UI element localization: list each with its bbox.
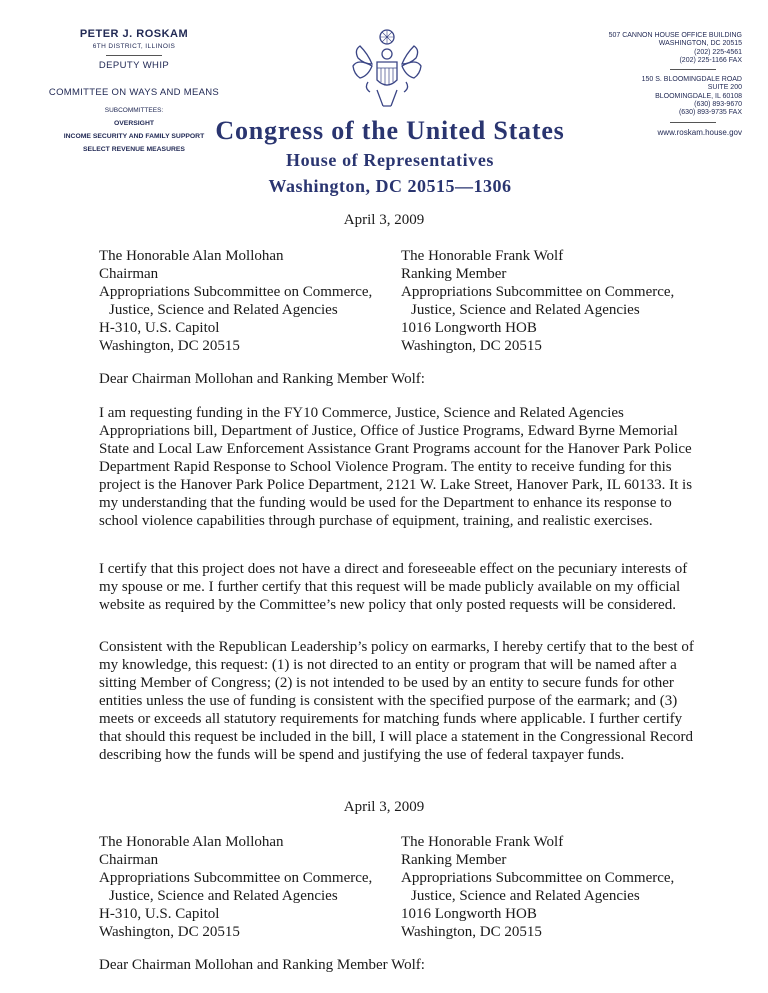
subcommittees-label: SUBCOMMITTEES: bbox=[104, 107, 164, 114]
letter-date: April 3, 2009 bbox=[343, 799, 425, 815]
member-name: PETER J. ROSKAM bbox=[79, 28, 189, 40]
address-line: Justice, Science and Related Agencies bbox=[411, 888, 640, 904]
address-line: Justice, Science and Related Agencies bbox=[411, 302, 640, 318]
right-address-block bbox=[401, 833, 701, 941]
address-line: Appropriations Subcommittee on Commerce, bbox=[401, 870, 675, 886]
committee: COMMITTEE ON WAYS AND MEANS bbox=[48, 87, 220, 98]
subcommittee-item: OVERSIGHT bbox=[113, 120, 155, 127]
salutation: Dear Chairman Mollohan and Ranking Member Wolf: bbox=[99, 371, 425, 387]
congress-heading: Congress of the United States bbox=[215, 116, 565, 145]
subcommittee-item: INCOME SECURITY AND FAMILY SUPPORT bbox=[63, 133, 205, 140]
address-line: 1016 Longworth HOB bbox=[401, 320, 537, 336]
address-line: Appropriations Subcommittee on Commerce, bbox=[401, 284, 675, 300]
address-line: Washington, DC 20515 bbox=[401, 924, 542, 940]
district-office-line: (630) 893-9670 bbox=[694, 101, 742, 109]
divider bbox=[670, 69, 716, 70]
address-line: Washington, DC 20515 bbox=[99, 338, 240, 354]
address-line: Washington, DC 20515 bbox=[99, 924, 240, 940]
district-office-line: 150 S. BLOOMINGDALE ROAD bbox=[641, 76, 742, 84]
divider bbox=[670, 122, 716, 123]
district: 6TH DISTRICT, ILLINOIS bbox=[92, 43, 176, 50]
body-paragraph: I certify that this project does not have a direct and foreseeable effect on the pecuniary interests of my spouse or me. I further certify that this request will be made publicly available on my official website as required by the Committee’s new policy that only posted requests will be considered. bbox=[99, 561, 688, 613]
dc-office-line: (202) 225-4561 bbox=[694, 48, 742, 56]
body-paragraph: Consistent with the Republican Leadership’s policy on earmarks, I hereby certify that to the best of my knowledge, this request: (1) is not directed to an entity or program that will be named after a sitting Member of Congress; (2) is not intended to be used by an entity to secure funds for other entities unless the use of funding is consistent with the specified purpose of the earmark; and (3) meets or exceeds all statutory requirements for matching funds where applicable. I further certify that should this request be included in the bill, I will place a statement in the Congressional Record describing how the funds will be spend and justifying the use of federal taxpayer funds. bbox=[99, 639, 694, 763]
address-line: H-310, U.S. Capitol bbox=[99, 906, 220, 922]
address-line: H-310, U.S. Capitol bbox=[99, 320, 220, 336]
deputy-whip: DEPUTY WHIP bbox=[98, 60, 170, 71]
divider bbox=[106, 55, 162, 56]
website-link[interactable]: www.roskam.house.gov bbox=[657, 127, 742, 137]
address-line: The Honorable Alan Mollohan bbox=[99, 834, 284, 850]
district-office-line: SUITE 200 bbox=[707, 84, 742, 92]
district-office-line: (630) 893-9735 FAX bbox=[678, 109, 742, 117]
address-line: The Honorable Alan Mollohan bbox=[99, 248, 284, 264]
address-line: The Honorable Frank Wolf bbox=[401, 248, 564, 264]
address-line: Chairman bbox=[99, 266, 159, 282]
subcommittee-item: SELECT REVENUE MEASURES bbox=[83, 146, 185, 153]
letter-date: April 3, 2009 bbox=[343, 212, 425, 228]
body-paragraph: I am requesting funding in the FY10 Commerce, Justice, Science and Related Agencies Appropriations bill, Department of Justice, Office of Justice Programs, Edward Byrne Memorial State and Local Law Enforcement Assistance Grant Programs account for the Hanover Park Police Department Rapid Response to School Violence Program. The entity to receive funding for this project is the Hanover Park Police Department, 2121 W. Lake Street, Hanover Park, IL 60133. It is my understanding that the funding would be used for the Department to enhance its response to school violence capabilities through purchase of equipment, training, and realistic exercises. bbox=[99, 405, 693, 529]
dc-office-line: WASHINGTON, DC 20515 bbox=[658, 40, 742, 48]
eagle-seal-icon bbox=[350, 28, 424, 112]
district-office-line: BLOOMINGDALE, IL 60108 bbox=[655, 92, 742, 100]
salutation: Dear Chairman Mollohan and Ranking Member Wolf: bbox=[99, 957, 425, 973]
address-line: Appropriations Subcommittee on Commerce, bbox=[99, 284, 373, 300]
house-heading: House of Representatives bbox=[285, 150, 495, 170]
address-line: Justice, Science and Related Agencies bbox=[109, 888, 338, 904]
dc-office-line: 507 CANNON HOUSE OFFICE BUILDING bbox=[608, 32, 742, 39]
left-address-block bbox=[99, 247, 389, 355]
letterhead-right bbox=[582, 32, 742, 137]
address-line: Justice, Science and Related Agencies bbox=[109, 302, 338, 318]
address-line: 1016 Longworth HOB bbox=[401, 906, 537, 922]
washington-heading: Washington, DC 20515—1306 bbox=[268, 176, 512, 196]
address-line: Ranking Member bbox=[401, 266, 507, 282]
right-address-block bbox=[401, 247, 701, 355]
address-line: The Honorable Frank Wolf bbox=[401, 834, 564, 850]
left-address-block bbox=[99, 833, 389, 941]
dc-office-line: (202) 225-1166 FAX bbox=[679, 56, 742, 64]
address-line: Ranking Member bbox=[401, 852, 507, 868]
address-line: Appropriations Subcommittee on Commerce, bbox=[99, 870, 373, 886]
address-line: Washington, DC 20515 bbox=[401, 338, 542, 354]
address-line: Chairman bbox=[99, 852, 159, 868]
